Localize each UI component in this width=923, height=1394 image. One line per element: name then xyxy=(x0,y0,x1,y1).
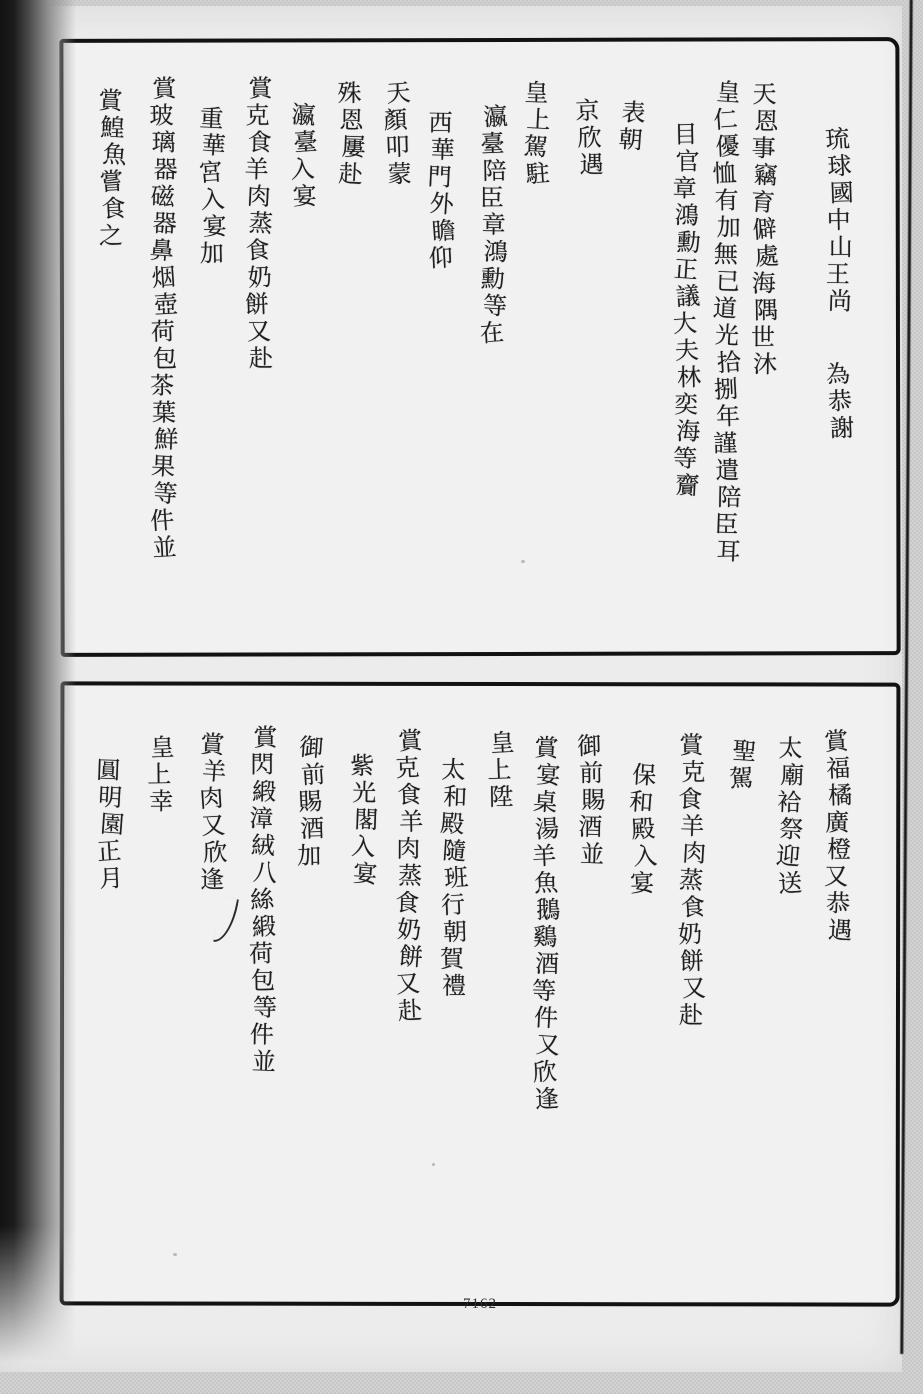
text-column xyxy=(665,122,710,500)
handwritten-character: 太 xyxy=(441,755,466,785)
handwritten-character: 閃 xyxy=(250,750,275,779)
handwritten-character: 遣 xyxy=(715,456,740,485)
handwritten-character: 叩 xyxy=(385,132,411,162)
handwritten-character: 西 xyxy=(428,108,453,138)
handwritten-character: 有 xyxy=(714,186,739,215)
handwritten-character: 鰉 xyxy=(99,113,126,143)
handwritten-character: 鮮 xyxy=(153,425,179,455)
handwritten-character: 賞 xyxy=(98,86,123,116)
handwritten-character: 酒 xyxy=(534,949,560,979)
handwritten-character: 太 xyxy=(778,734,803,763)
handwritten-character: 絲 xyxy=(249,884,276,915)
handwritten-character: 聖 xyxy=(731,736,758,767)
handwritten-character: 捌 xyxy=(713,374,739,405)
handwritten-character: 章 xyxy=(672,174,697,203)
handwritten-character: 緞 xyxy=(252,777,277,806)
handwritten-character: 海 xyxy=(675,417,701,446)
handwritten-character: 勳 xyxy=(480,264,506,294)
handwritten-character: 蒸 xyxy=(247,208,274,239)
handwritten-character: 正 xyxy=(672,254,699,285)
handwritten-character: 鷄 xyxy=(533,923,558,952)
handwritten-character: 入 xyxy=(289,154,316,185)
handwritten-character: 欣 xyxy=(577,123,602,153)
text-column xyxy=(478,730,522,811)
handwritten-character: 王 xyxy=(825,260,851,289)
handwritten-character: 鴻 xyxy=(674,201,700,230)
handwritten-character: 勳 xyxy=(676,227,702,258)
handwritten-character: 荷 xyxy=(248,939,274,969)
handwritten-character: 羊 xyxy=(201,756,228,787)
handwritten-character: 外 xyxy=(428,189,455,219)
handwritten-character: 殿 xyxy=(439,809,465,839)
handwritten-character: 奕 xyxy=(674,390,699,419)
handwritten-character: 殊 xyxy=(337,79,362,108)
handwritten-character: 隅 xyxy=(753,296,779,325)
handwritten-character: 賞 xyxy=(679,731,704,760)
handwritten-character: 禮 xyxy=(441,971,467,1000)
handwritten-character: 鴻 xyxy=(483,237,509,267)
handwritten-character: 行 xyxy=(440,890,466,920)
text-column xyxy=(621,762,665,897)
handwritten-character: 恩 xyxy=(754,107,779,136)
handwritten-character: 顏 xyxy=(382,105,409,135)
handwritten-character: 器 xyxy=(152,209,178,239)
handwritten-character: 等 xyxy=(152,478,179,509)
handwritten-character: 又 xyxy=(246,317,272,346)
handwritten-character: 竊 xyxy=(752,160,779,190)
handwritten-character: 赴 xyxy=(337,159,364,189)
handwritten-character: 包 xyxy=(152,344,178,373)
text-column xyxy=(90,88,134,250)
scan-speck xyxy=(432,1163,435,1166)
handwritten-character: 廣 xyxy=(825,808,850,837)
handwritten-character: 欣 xyxy=(531,1057,558,1087)
handwritten-character: 福 xyxy=(825,753,851,784)
handwritten-character: 之 xyxy=(98,221,124,251)
handwritten-character: 克 xyxy=(394,753,420,783)
handwritten-character: 奶 xyxy=(247,262,273,293)
handwritten-character: 宴 xyxy=(292,181,318,211)
handwritten-character: 蒸 xyxy=(678,865,705,896)
handwritten-character: 宴 xyxy=(202,212,228,241)
handwritten-character: 廟 xyxy=(780,761,805,790)
handwritten-character: 赴 xyxy=(248,344,274,373)
handwritten-character: 蒙 xyxy=(387,159,412,189)
text-column xyxy=(432,757,476,1000)
text-column xyxy=(524,735,569,1113)
handwritten-character: 中 xyxy=(826,206,851,235)
handwritten-character: 又 xyxy=(681,974,707,1003)
handwritten-character: 並 xyxy=(251,1047,277,1077)
text-column xyxy=(139,735,183,816)
handwritten-character: 加 xyxy=(716,213,741,242)
handwritten-character: 表 xyxy=(620,98,647,128)
handwritten-character: 又 xyxy=(200,811,226,841)
handwritten-character: 隨 xyxy=(441,836,468,866)
handwritten-character: 議 xyxy=(674,281,701,312)
handwritten-character: 等 xyxy=(531,976,557,1006)
text-column xyxy=(387,728,431,1025)
handwritten-character: 食 xyxy=(396,780,422,810)
handwritten-character: 皇 xyxy=(489,728,516,758)
handwritten-character: 又 xyxy=(823,862,849,891)
handwritten-character: 上 xyxy=(486,755,512,785)
text-column xyxy=(191,732,235,944)
handwritten-character: 並 xyxy=(151,533,178,563)
handwritten-character: 優 xyxy=(714,131,741,162)
handwritten-character: 瞻 xyxy=(430,216,457,246)
handwritten-character: 食 xyxy=(244,235,271,266)
handwritten-character: 荷 xyxy=(150,317,176,347)
handwritten-character: 海 xyxy=(751,268,777,298)
handwritten-character: 華 xyxy=(430,135,456,165)
handwritten-character: 逢 xyxy=(199,865,225,894)
handwritten-character: 林 xyxy=(676,363,702,392)
handwritten-character: 魚 xyxy=(101,139,128,170)
handwritten-character: 件 xyxy=(149,505,176,536)
handwritten-character: 前 xyxy=(300,759,327,790)
handwritten-character: 羊 xyxy=(244,155,270,184)
handwritten-character: 齎 xyxy=(674,470,701,501)
handwritten-character: 光 xyxy=(352,778,377,808)
text-column xyxy=(567,98,611,179)
handwritten-character: 事 xyxy=(751,134,777,163)
brush-flourish-mark xyxy=(213,896,239,944)
handwritten-character: 又 xyxy=(534,1030,561,1060)
handwritten-character: 並 xyxy=(579,839,605,869)
handwritten-character: 魚 xyxy=(533,868,559,898)
text-column xyxy=(704,79,749,565)
handwritten-character: 肉 xyxy=(198,783,225,814)
handwritten-character: 皇 xyxy=(524,78,549,108)
handwritten-character: 奶 xyxy=(677,919,703,949)
handwritten-character: 天 xyxy=(385,78,412,108)
handwritten-character: 宴 xyxy=(352,859,379,889)
handwritten-character: 賜 xyxy=(297,787,323,817)
text-column xyxy=(610,100,654,154)
scan-speck xyxy=(173,1253,177,1256)
handwritten-character: 朝 xyxy=(617,124,644,155)
handwritten-character: 賜 xyxy=(581,786,606,815)
handwritten-character: 恤 xyxy=(712,159,738,188)
column-gap xyxy=(818,315,862,361)
handwritten-character: 烟 xyxy=(150,262,177,293)
handwritten-character: 山 xyxy=(828,233,853,262)
handwritten-character: 謹 xyxy=(712,429,738,458)
panel-upper-columns xyxy=(63,41,896,653)
text-column xyxy=(818,126,863,442)
handwritten-character: 克 xyxy=(681,758,706,787)
text-column xyxy=(720,738,764,792)
text-column xyxy=(289,732,333,870)
handwritten-character: 赴 xyxy=(678,1001,703,1030)
text-column xyxy=(281,102,325,210)
handwritten-character: 仰 xyxy=(428,243,454,273)
text-column xyxy=(670,732,714,1029)
handwritten-character: 袷 xyxy=(776,788,802,817)
handwritten-character: 官 xyxy=(675,147,700,176)
handwritten-character: 包 xyxy=(250,966,276,995)
scan-speck xyxy=(521,560,525,563)
handwritten-character: 食 xyxy=(680,892,707,923)
handwritten-character: 玻 xyxy=(149,101,174,130)
handwritten-character: 班 xyxy=(443,863,470,893)
handwritten-character: 肉 xyxy=(246,181,272,212)
page-number: 7162 xyxy=(463,1296,497,1312)
handwritten-character: 正 xyxy=(96,836,123,867)
text-column xyxy=(88,757,132,892)
text-column xyxy=(375,80,419,188)
page-edge-line xyxy=(900,0,912,1354)
text-frame-upper xyxy=(59,37,900,657)
text-column xyxy=(241,725,285,1076)
handwritten-character: 上 xyxy=(525,105,552,135)
handwritten-character: 殿 xyxy=(630,814,657,845)
handwritten-character: 恭 xyxy=(827,386,853,416)
handwritten-character: 茶 xyxy=(150,371,175,400)
handwritten-character: 賞 xyxy=(199,730,226,760)
handwritten-character: 光 xyxy=(714,320,740,351)
handwritten-character: 在 xyxy=(478,318,505,348)
handwritten-character: 赴 xyxy=(397,996,423,1026)
scan-gutter-shadow xyxy=(0,0,82,1362)
handwritten-character: 和 xyxy=(628,787,655,818)
handwritten-character: 葉 xyxy=(151,398,177,427)
handwritten-character: 漳 xyxy=(248,804,274,834)
handwritten-character: 和 xyxy=(442,782,468,812)
handwritten-character: 明 xyxy=(97,782,124,813)
handwritten-character: 閣 xyxy=(353,805,379,835)
handwritten-character: 華 xyxy=(200,130,227,161)
handwritten-character: 園 xyxy=(99,809,126,840)
handwritten-character: 餅 xyxy=(398,942,425,972)
handwritten-character: 酒 xyxy=(299,814,325,844)
handwritten-character: 欣 xyxy=(202,838,228,868)
handwritten-character: 絨 xyxy=(250,831,276,861)
handwritten-character: 世 xyxy=(750,323,776,352)
handwritten-character: 已 xyxy=(715,267,741,296)
handwritten-character: 京 xyxy=(574,96,600,126)
text-column xyxy=(329,80,373,188)
handwritten-character: 陪 xyxy=(717,483,742,512)
handwritten-character: 年 xyxy=(715,402,741,431)
handwritten-character: 入 xyxy=(350,832,376,862)
handwritten-character: 壺 xyxy=(153,290,179,320)
handwritten-character: 瀛 xyxy=(290,100,317,131)
handwritten-character: 處 xyxy=(754,241,780,272)
handwritten-character: 恩 xyxy=(339,106,364,135)
handwritten-character: 皇 xyxy=(715,77,742,108)
handwritten-character: 臺 xyxy=(292,127,319,158)
handwritten-character: 駐 xyxy=(524,159,551,189)
handwritten-character: 奶 xyxy=(396,915,422,945)
handwritten-character: 磁 xyxy=(150,182,176,212)
handwritten-character: 拾 xyxy=(716,347,742,378)
handwritten-character: 屢 xyxy=(341,132,367,162)
handwritten-character: 駕 xyxy=(522,132,549,162)
handwritten-character: 食 xyxy=(247,128,272,157)
handwritten-character: 鼻 xyxy=(148,235,175,266)
handwritten-character: 尚 xyxy=(827,286,853,316)
handwritten-character: 羊 xyxy=(399,807,424,837)
handwritten-character: 前 xyxy=(579,758,604,788)
handwritten-character: 食 xyxy=(678,785,703,814)
handwritten-character: 瀛 xyxy=(482,102,509,132)
panel-lower-columns xyxy=(64,685,897,1302)
handwritten-character: 章 xyxy=(481,210,506,240)
handwritten-character: 上 xyxy=(147,760,172,789)
handwritten-character: 門 xyxy=(426,162,453,192)
handwritten-character: 又 xyxy=(395,969,421,999)
text-frame-lower xyxy=(60,681,901,1306)
handwritten-character: 宴 xyxy=(629,868,655,898)
handwritten-character: 酒 xyxy=(577,812,603,842)
handwritten-character: 耳 xyxy=(715,536,742,567)
handwritten-character: 賞 xyxy=(397,726,424,756)
handwritten-character: 御 xyxy=(298,732,325,763)
handwritten-character: 圓 xyxy=(95,756,121,785)
handwritten-character: 送 xyxy=(777,868,804,899)
handwritten-character: 謝 xyxy=(829,413,855,443)
handwritten-character: 鵝 xyxy=(535,895,561,925)
handwritten-character: 琉 xyxy=(824,124,851,155)
handwritten-character: 桌 xyxy=(532,787,559,817)
handwritten-character: 橘 xyxy=(827,781,853,810)
handwritten-character: 賞 xyxy=(823,726,850,757)
handwritten-character: 加 xyxy=(199,239,225,268)
handwritten-character: 賞 xyxy=(253,723,278,752)
handwritten-character: 仁 xyxy=(712,104,739,135)
handwritten-character: 嘗 xyxy=(98,166,125,197)
handwritten-character: 緞 xyxy=(251,912,277,942)
handwritten-character: 紫 xyxy=(350,751,375,780)
handwritten-character: 宮 xyxy=(197,157,224,188)
handwritten-character: 陪 xyxy=(482,156,507,186)
handwritten-character: 育 xyxy=(749,187,776,218)
handwritten-character: 皇 xyxy=(149,733,175,762)
handwritten-character: 等 xyxy=(252,993,278,1022)
handwritten-character: 道 xyxy=(712,293,738,324)
text-column xyxy=(471,104,516,347)
handwritten-character: 大 xyxy=(672,308,698,339)
handwritten-character: 璃 xyxy=(151,128,176,157)
handwritten-character: 朝 xyxy=(442,917,468,947)
handwritten-character: 等 xyxy=(482,291,508,321)
handwritten-character: 臣 xyxy=(479,183,504,213)
handwritten-character: 迎 xyxy=(775,841,802,872)
handwritten-character: 重 xyxy=(198,103,225,134)
handwritten-character: 等 xyxy=(672,444,698,473)
handwritten-character: 賞 xyxy=(151,74,177,104)
handwritten-character: 逢 xyxy=(534,1084,560,1114)
handwritten-character: 遇 xyxy=(827,915,853,946)
text-column xyxy=(141,76,186,562)
handwritten-character: 食 xyxy=(100,194,127,224)
text-column xyxy=(236,75,281,372)
handwritten-character: 御 xyxy=(576,731,602,761)
handwritten-character: 駕 xyxy=(728,763,755,794)
text-column xyxy=(420,110,464,272)
text-column xyxy=(514,80,558,188)
handwritten-character: 件 xyxy=(533,1003,559,1033)
handwritten-character: 臺 xyxy=(480,129,506,159)
handwritten-character: 為 xyxy=(825,359,851,390)
handwritten-character: 餅 xyxy=(679,946,705,976)
handwritten-character: 月 xyxy=(98,863,124,894)
handwritten-character: 餅 xyxy=(244,290,270,319)
handwritten-character: 克 xyxy=(245,101,270,130)
handwritten-character: 羊 xyxy=(531,841,557,871)
handwritten-character: 國 xyxy=(829,178,855,208)
handwritten-character: 目 xyxy=(673,120,698,149)
handwritten-character: 宴 xyxy=(535,760,562,790)
handwritten-character: 加 xyxy=(296,841,322,870)
handwritten-character: 件 xyxy=(249,1020,275,1049)
handwritten-character: 陞 xyxy=(489,782,514,812)
handwritten-character: 果 xyxy=(150,452,176,482)
handwritten-character: 羊 xyxy=(679,811,705,841)
handwritten-character: 沐 xyxy=(752,350,778,379)
handwritten-character: 夫 xyxy=(674,336,700,366)
handwritten-character: 肉 xyxy=(396,834,421,863)
handwritten-character: 蒸 xyxy=(397,861,423,891)
handwritten-character: 食 xyxy=(394,888,420,918)
handwritten-character: 湯 xyxy=(534,814,561,844)
handwritten-character: 橙 xyxy=(827,835,852,864)
handwritten-character: 賀 xyxy=(439,944,465,974)
handwritten-character: 祭 xyxy=(778,814,804,845)
handwritten-character: 賞 xyxy=(533,733,559,763)
handwritten-character: 保 xyxy=(631,760,658,790)
handwritten-character: 幸 xyxy=(149,787,174,816)
handwritten-character: 遇 xyxy=(579,150,604,179)
handwritten-character: 入 xyxy=(632,841,658,871)
handwritten-character: 天 xyxy=(752,80,777,109)
handwritten-character: 賞 xyxy=(248,74,273,103)
text-column xyxy=(768,735,812,897)
handwritten-character: 器 xyxy=(153,155,178,184)
text-column xyxy=(342,753,386,888)
text-column xyxy=(569,733,613,868)
handwritten-character: 球 xyxy=(826,151,853,181)
handwritten-character: 恭 xyxy=(825,889,851,918)
handwritten-character: 僻 xyxy=(751,214,778,245)
handwritten-character: 八 xyxy=(252,857,279,888)
handwritten-character: 臣 xyxy=(713,510,739,539)
handwritten-character: 入 xyxy=(199,184,226,215)
text-column xyxy=(190,103,234,268)
handwritten-character: 無 xyxy=(713,240,739,269)
handwritten-character: 肉 xyxy=(681,838,707,868)
text-column xyxy=(816,728,860,944)
